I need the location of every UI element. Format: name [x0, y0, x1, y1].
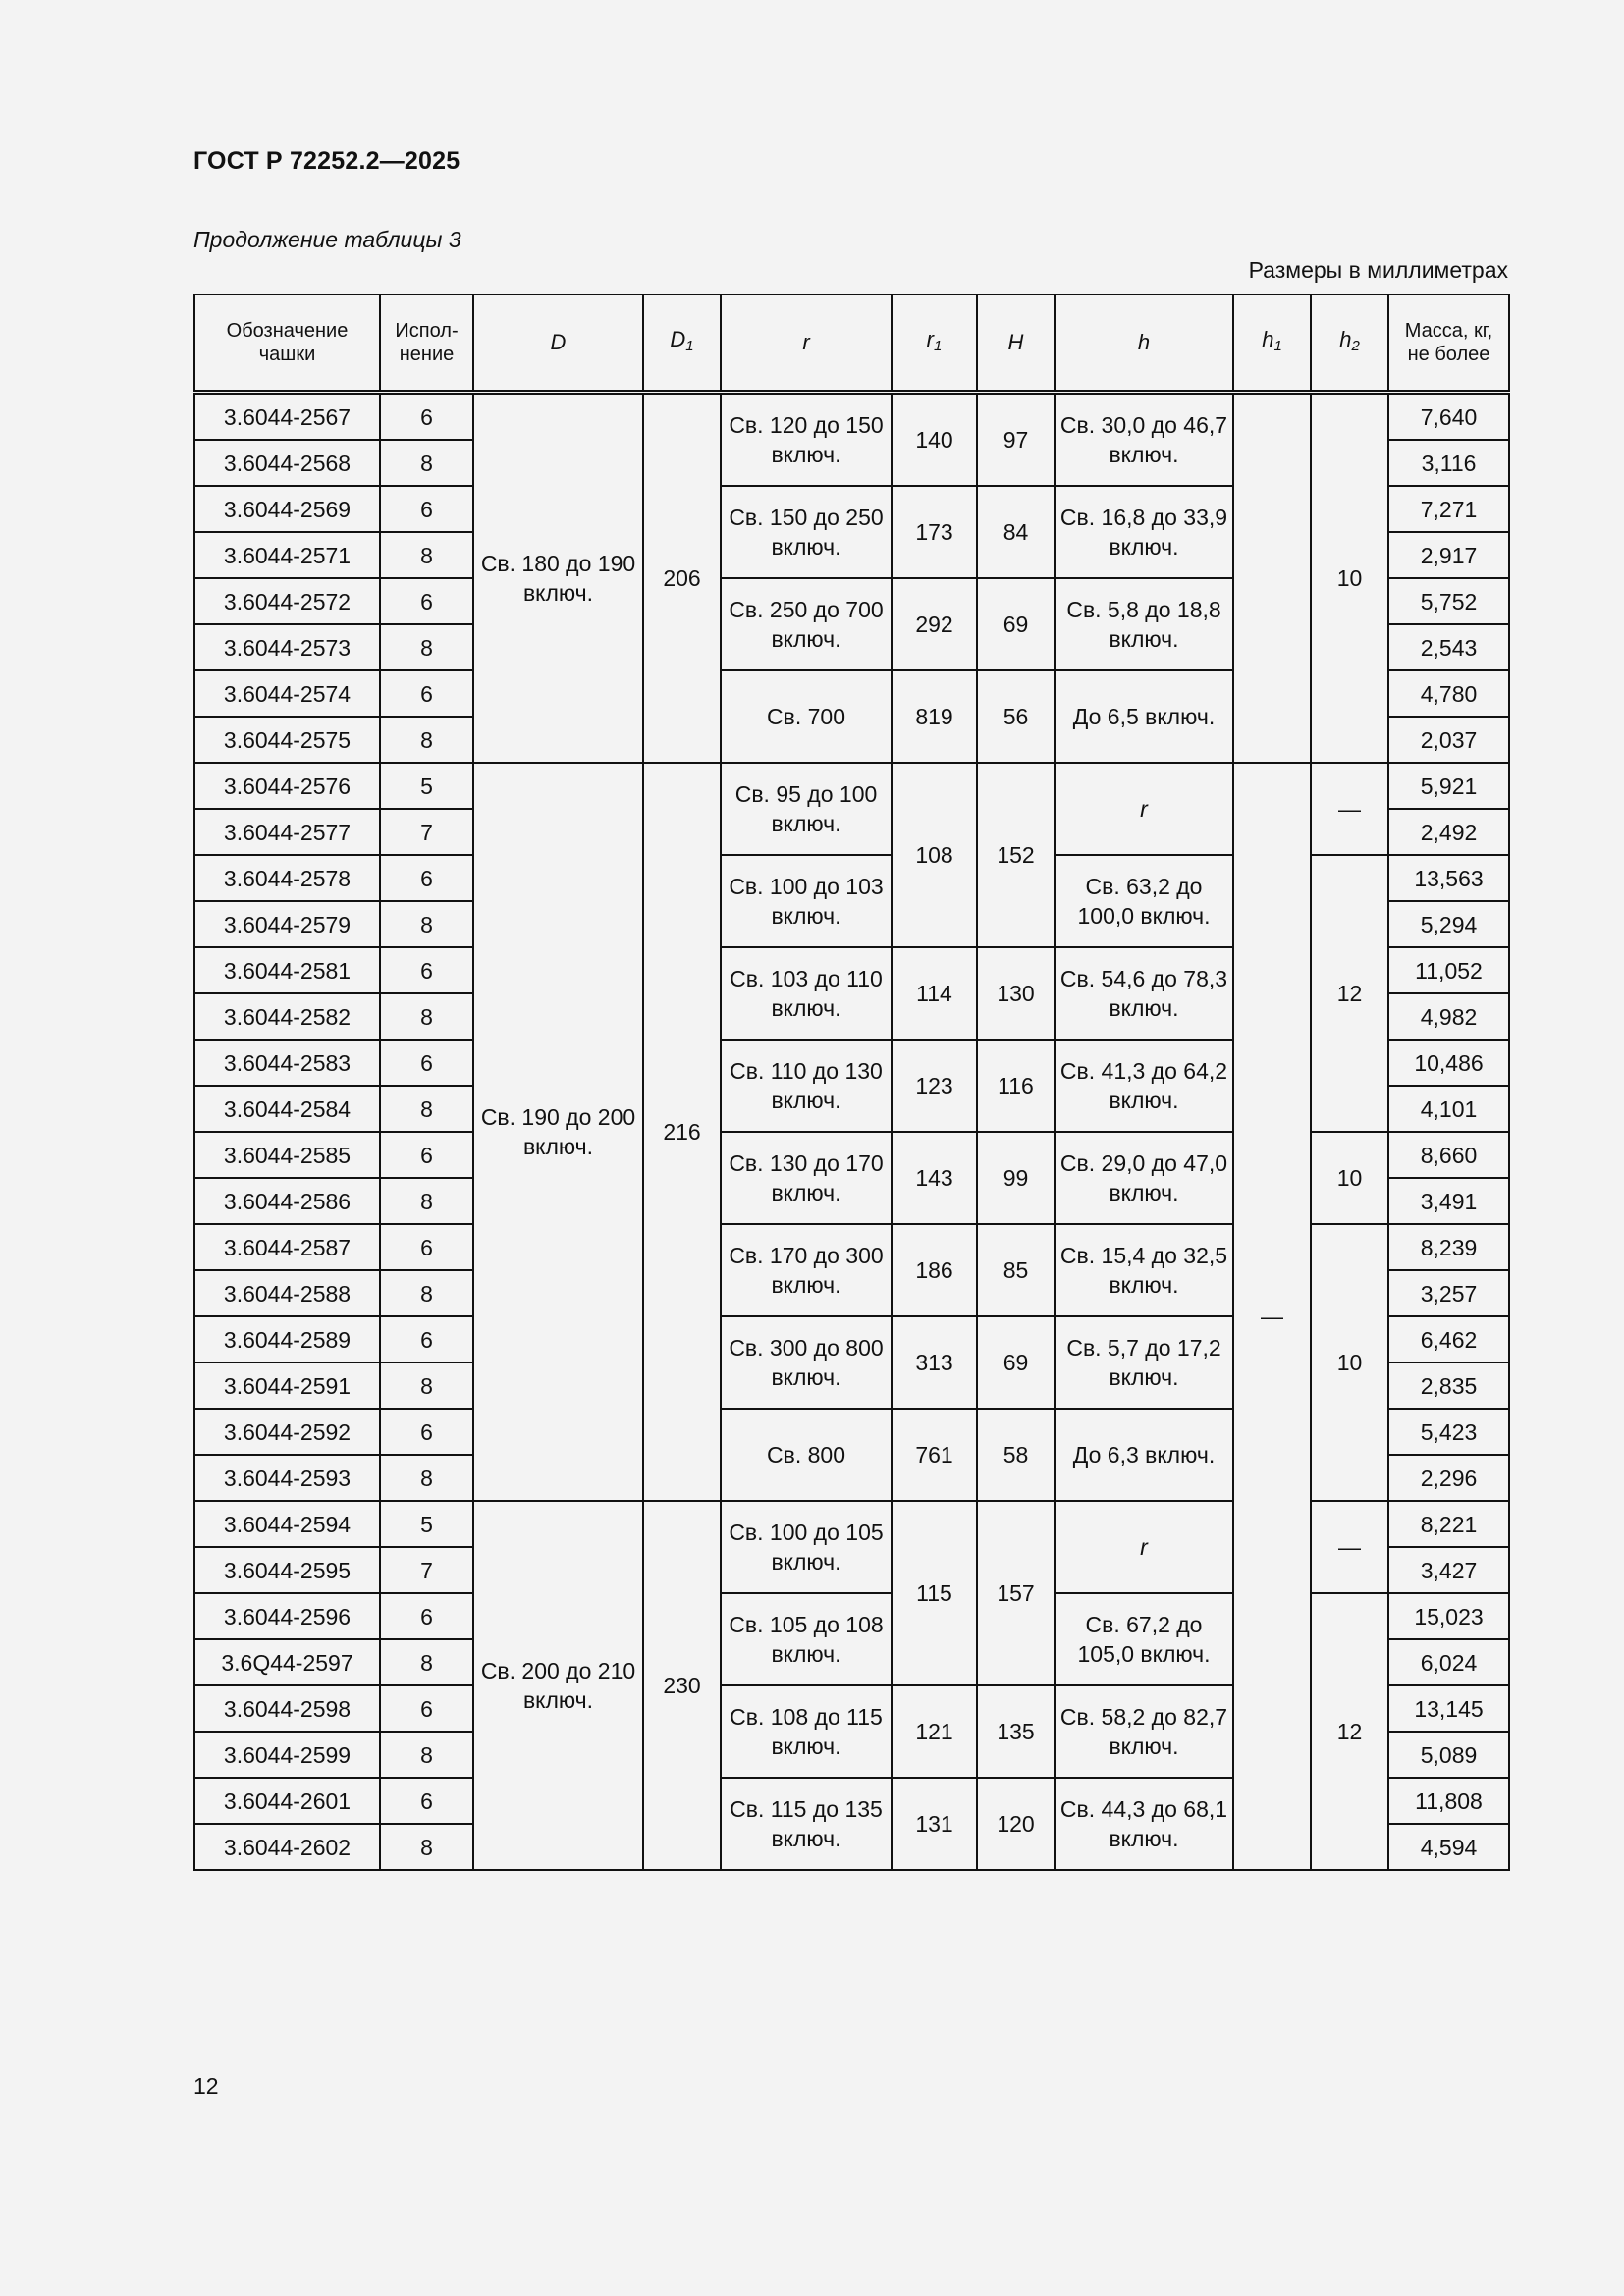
cell-code: 3.6044-2583 — [194, 1040, 380, 1086]
cell-r: Св. 120 до 150 включ. — [721, 393, 892, 487]
cell-mass: 13,563 — [1388, 855, 1509, 901]
cell-h: Св. 63,2 до 100,0 включ. — [1055, 855, 1233, 947]
cell-r1: 173 — [892, 486, 977, 578]
cell-version: 6 — [380, 1316, 473, 1362]
cell-code: 3.6044-2575 — [194, 717, 380, 763]
cell-version: 8 — [380, 624, 473, 670]
cell-h: Св. 16,8 до 33,9 включ. — [1055, 486, 1233, 578]
cell-code: 3.6044-2568 — [194, 440, 380, 486]
cell-code: 3.6044-2591 — [194, 1362, 380, 1409]
cell-h: Св. 5,7 до 17,2 включ. — [1055, 1316, 1233, 1409]
cell-mass: 2,917 — [1388, 532, 1509, 578]
cell-r: Св. 115 до 135 включ. — [721, 1778, 892, 1870]
cell-H: 58 — [977, 1409, 1055, 1501]
cell-code: 3.6044-2578 — [194, 855, 380, 901]
header-r1: $r_1$ — [892, 294, 977, 393]
cell-code: 3.6044-2577 — [194, 809, 380, 855]
cell-H: 99 — [977, 1132, 1055, 1224]
header-h1: $h_1$ — [1233, 294, 1311, 393]
cell-code: 3.6044-2587 — [194, 1224, 380, 1270]
dimensions-table — [193, 294, 1510, 1871]
cell-code: 3.6044-2593 — [194, 1455, 380, 1501]
cell-h: Св. 44,3 до 68,1 включ. — [1055, 1778, 1233, 1870]
cell-mass: 8,660 — [1388, 1132, 1509, 1178]
cell-version: 6 — [380, 486, 473, 532]
cell-h1 — [1233, 393, 1311, 764]
cell-h: Св. 30,0 до 46,7 включ. — [1055, 393, 1233, 487]
cell-version: 6 — [380, 393, 473, 441]
cell-version: 6 — [380, 1132, 473, 1178]
cell-r: Св. 150 до 250 включ. — [721, 486, 892, 578]
cell-h: Св. 15,4 до 32,5 включ. — [1055, 1224, 1233, 1316]
table-row — [194, 393, 1509, 441]
cell-h2: 12 — [1311, 1593, 1388, 1870]
cell-code: 3.6044-2599 — [194, 1732, 380, 1778]
cell-r1: 108 — [892, 763, 977, 947]
cell-mass: 7,271 — [1388, 486, 1509, 532]
cell-r: Св. 110 до 130 включ. — [721, 1040, 892, 1132]
cell-r: Св. 100 до 103 включ. — [721, 855, 892, 947]
cell-mass: 11,808 — [1388, 1778, 1509, 1824]
cell-h2: 10 — [1311, 393, 1388, 764]
cell-mass: 4,101 — [1388, 1086, 1509, 1132]
cell-r: Св. 700 — [721, 670, 892, 763]
cell-h: До 6,5 включ. — [1055, 670, 1233, 763]
cell-code: 3.6044-2589 — [194, 1316, 380, 1362]
cell-h2: 10 — [1311, 1224, 1388, 1501]
cell-r1: 123 — [892, 1040, 977, 1132]
cell-code: 3.6044-2571 — [194, 532, 380, 578]
table-row — [194, 1132, 1509, 1178]
cell-version: 8 — [380, 440, 473, 486]
cell-code: 3.6044-2569 — [194, 486, 380, 532]
cell-version: 6 — [380, 670, 473, 717]
cell-h: r — [1055, 1501, 1233, 1593]
cell-code: 3.6044-2602 — [194, 1824, 380, 1870]
cell-h: Св. 41,3 до 64,2 включ. — [1055, 1040, 1233, 1132]
header-D1: $D_1$ — [643, 294, 721, 393]
cell-h1: — — [1233, 763, 1311, 1870]
table-row — [194, 763, 1509, 809]
cell-mass: 10,486 — [1388, 1040, 1509, 1086]
cell-version: 8 — [380, 1270, 473, 1316]
cell-H: 84 — [977, 486, 1055, 578]
cell-version: 6 — [380, 1685, 473, 1732]
units-note: Размеры в миллиметрах — [1248, 257, 1508, 283]
cell-H: 135 — [977, 1685, 1055, 1778]
cell-H: 69 — [977, 578, 1055, 670]
cell-mass: 3,427 — [1388, 1547, 1509, 1593]
cell-version: 8 — [380, 717, 473, 763]
cell-mass: 11,052 — [1388, 947, 1509, 993]
cell-version: 6 — [380, 578, 473, 624]
cell-version: 8 — [380, 1086, 473, 1132]
cell-r: Св. 103 до 110 включ. — [721, 947, 892, 1040]
cell-code: 3.6044-2586 — [194, 1178, 380, 1224]
document-code: ГОСТ Р 72252.2—2025 — [193, 147, 460, 175]
cell-h2: — — [1311, 1501, 1388, 1593]
cell-mass: 2,296 — [1388, 1455, 1509, 1501]
cell-version: 5 — [380, 763, 473, 809]
cell-code: 3.6044-2572 — [194, 578, 380, 624]
cell-code: 3.6044-2576 — [194, 763, 380, 809]
cell-h: Св. 29,0 до 47,0 включ. — [1055, 1132, 1233, 1224]
cell-code: 3.6Q44-2597 — [194, 1639, 380, 1685]
cell-mass: 4,982 — [1388, 993, 1509, 1040]
cell-version: 8 — [380, 901, 473, 947]
cell-D1: 216 — [643, 763, 721, 1501]
cell-version: 6 — [380, 1593, 473, 1639]
cell-code: 3.6044-2598 — [194, 1685, 380, 1732]
cell-D1: 206 — [643, 393, 721, 764]
cell-mass: 4,780 — [1388, 670, 1509, 717]
table-row — [194, 1501, 1509, 1547]
cell-D: Св. 200 до 210 включ. — [473, 1501, 643, 1870]
cell-H: 97 — [977, 393, 1055, 487]
cell-version: 7 — [380, 1547, 473, 1593]
header-H: H — [977, 294, 1055, 393]
cell-mass: 5,423 — [1388, 1409, 1509, 1455]
cell-r1: 131 — [892, 1778, 977, 1870]
cell-code: 3.6044-2573 — [194, 624, 380, 670]
cell-h: До 6,3 включ. — [1055, 1409, 1233, 1501]
cell-mass: 3,491 — [1388, 1178, 1509, 1224]
header-mass: Масса, кг, не более — [1388, 294, 1509, 393]
cell-H: 56 — [977, 670, 1055, 763]
cell-code: 3.6044-2592 — [194, 1409, 380, 1455]
cell-D: Св. 180 до 190 включ. — [473, 393, 643, 764]
cell-version: 6 — [380, 1040, 473, 1086]
cell-mass: 2,543 — [1388, 624, 1509, 670]
cell-r: Св. 95 до 100 включ. — [721, 763, 892, 855]
cell-r1: 143 — [892, 1132, 977, 1224]
cell-mass: 5,752 — [1388, 578, 1509, 624]
cell-D: Св. 190 до 200 включ. — [473, 763, 643, 1501]
cell-h: Св. 67,2 до 105,0 включ. — [1055, 1593, 1233, 1685]
cell-version: 6 — [380, 1778, 473, 1824]
cell-mass: 2,835 — [1388, 1362, 1509, 1409]
cell-mass: 15,023 — [1388, 1593, 1509, 1639]
cell-version: 8 — [380, 1362, 473, 1409]
cell-r: Св. 100 до 105 включ. — [721, 1501, 892, 1593]
header-r: r — [721, 294, 892, 393]
header-designation: Обозначение чашки — [194, 294, 380, 393]
header-D: D — [473, 294, 643, 393]
cell-mass: 6,462 — [1388, 1316, 1509, 1362]
cell-mass: 2,037 — [1388, 717, 1509, 763]
cell-r1: 292 — [892, 578, 977, 670]
cell-version: 6 — [380, 947, 473, 993]
cell-H: 157 — [977, 1501, 1055, 1685]
cell-r: Св. 105 до 108 включ. — [721, 1593, 892, 1685]
table-header-row — [194, 294, 1509, 393]
cell-code: 3.6044-2581 — [194, 947, 380, 993]
cell-r: Св. 800 — [721, 1409, 892, 1501]
cell-version: 8 — [380, 1178, 473, 1224]
cell-r1: 114 — [892, 947, 977, 1040]
cell-D1: 230 — [643, 1501, 721, 1870]
header-version: Испол-нение — [380, 294, 473, 393]
cell-r: Св. 130 до 170 включ. — [721, 1132, 892, 1224]
cell-version: 6 — [380, 1409, 473, 1455]
cell-h2: 12 — [1311, 855, 1388, 1132]
page-number: 12 — [193, 2073, 219, 2099]
cell-r1: 115 — [892, 1501, 977, 1685]
cell-version: 6 — [380, 1224, 473, 1270]
cell-H: 120 — [977, 1778, 1055, 1870]
cell-mass: 5,294 — [1388, 901, 1509, 947]
cell-r1: 313 — [892, 1316, 977, 1409]
cell-H: 116 — [977, 1040, 1055, 1132]
table-row — [194, 855, 1509, 901]
cell-version: 8 — [380, 1639, 473, 1685]
table-continuation-caption: Продолжение таблицы 3 — [193, 227, 461, 252]
cell-h: Св. 5,8 до 18,8 включ. — [1055, 578, 1233, 670]
cell-r: Св. 108 до 115 включ. — [721, 1685, 892, 1778]
cell-mass: 8,221 — [1388, 1501, 1509, 1547]
cell-mass: 4,594 — [1388, 1824, 1509, 1870]
cell-code: 3.6044-2579 — [194, 901, 380, 947]
cell-r1: 186 — [892, 1224, 977, 1316]
cell-H: 130 — [977, 947, 1055, 1040]
cell-h: Св. 58,2 до 82,7 включ. — [1055, 1685, 1233, 1778]
cell-h2: 10 — [1311, 1132, 1388, 1224]
cell-H: 69 — [977, 1316, 1055, 1409]
cell-mass: 7,640 — [1388, 393, 1509, 441]
cell-code: 3.6044-2574 — [194, 670, 380, 717]
cell-r1: 121 — [892, 1685, 977, 1778]
cell-r1: 819 — [892, 670, 977, 763]
cell-code: 3.6044-2588 — [194, 1270, 380, 1316]
cell-H: 85 — [977, 1224, 1055, 1316]
cell-mass: 2,492 — [1388, 809, 1509, 855]
cell-version: 8 — [380, 532, 473, 578]
cell-version: 8 — [380, 1824, 473, 1870]
header-h: h — [1055, 294, 1233, 393]
table-row — [194, 1593, 1509, 1639]
cell-mass: 6,024 — [1388, 1639, 1509, 1685]
cell-mass: 5,089 — [1388, 1732, 1509, 1778]
cell-H: 152 — [977, 763, 1055, 947]
cell-code: 3.6044-2594 — [194, 1501, 380, 1547]
cell-version: 7 — [380, 809, 473, 855]
cell-mass: 5,921 — [1388, 763, 1509, 809]
cell-version: 8 — [380, 993, 473, 1040]
table-row — [194, 1224, 1509, 1270]
cell-h2: — — [1311, 763, 1388, 855]
cell-version: 6 — [380, 855, 473, 901]
cell-mass: 8,239 — [1388, 1224, 1509, 1270]
cell-code: 3.6044-2595 — [194, 1547, 380, 1593]
cell-mass: 3,116 — [1388, 440, 1509, 486]
cell-code: 3.6044-2596 — [194, 1593, 380, 1639]
header-h2: $h_2$ — [1311, 294, 1388, 393]
cell-mass: 13,145 — [1388, 1685, 1509, 1732]
cell-r: Св. 300 до 800 включ. — [721, 1316, 892, 1409]
cell-r1: 761 — [892, 1409, 977, 1501]
cell-h: r — [1055, 763, 1233, 855]
cell-mass: 3,257 — [1388, 1270, 1509, 1316]
cell-code: 3.6044-2582 — [194, 993, 380, 1040]
cell-version: 5 — [380, 1501, 473, 1547]
cell-code: 3.6044-2567 — [194, 393, 380, 441]
cell-code: 3.6044-2585 — [194, 1132, 380, 1178]
cell-version: 8 — [380, 1455, 473, 1501]
cell-r: Св. 250 до 700 включ. — [721, 578, 892, 670]
cell-code: 3.6044-2584 — [194, 1086, 380, 1132]
cell-h: Св. 54,6 до 78,3 включ. — [1055, 947, 1233, 1040]
cell-code: 3.6044-2601 — [194, 1778, 380, 1824]
cell-version: 8 — [380, 1732, 473, 1778]
cell-r1: 140 — [892, 393, 977, 487]
cell-r: Св. 170 до 300 включ. — [721, 1224, 892, 1316]
